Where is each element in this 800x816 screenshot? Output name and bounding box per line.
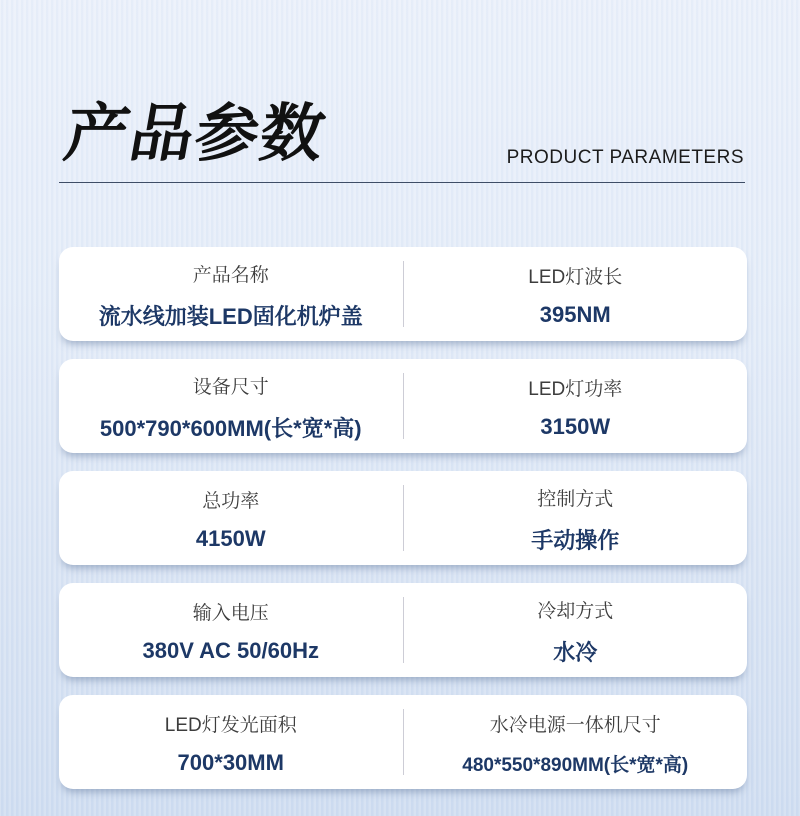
spec-label: LED灯发光面积 [164, 715, 297, 736]
spec-label: LED灯功率 [528, 379, 623, 400]
spec-row-input-voltage [59, 583, 747, 677]
spec-cell [59, 583, 403, 677]
spec-value: 480*550*890MM(长*宽*高) [462, 754, 689, 776]
spec-table [59, 247, 747, 789]
spec-cell [404, 359, 748, 453]
spec-value: 流水线加装LED固化机炉盖 [98, 303, 363, 329]
page-title: 产品参数 [59, 99, 332, 169]
spec-value: 700*30MM [177, 750, 284, 775]
spec-cell [404, 471, 748, 565]
spec-value: 手动操作 [531, 527, 620, 553]
title-divider [59, 182, 745, 183]
spec-label: 设备尺寸 [192, 376, 269, 398]
spec-value: 水冷 [553, 639, 598, 665]
spec-cell [59, 359, 403, 453]
spec-label: 水冷电源一体机尺寸 [489, 714, 661, 736]
spec-cell [404, 583, 748, 677]
header [59, 0, 745, 183]
spec-value: 380V AC 50/60Hz [142, 638, 319, 663]
spec-label: 总功率 [202, 491, 260, 512]
spec-label: 控制方式 [537, 488, 614, 510]
spec-label: 输入电压 [192, 603, 269, 624]
spec-label: 冷却方式 [537, 600, 614, 622]
spec-cell [404, 695, 748, 789]
page-subtitle: PRODUCT PARAMETERS [506, 147, 744, 168]
spec-cell [404, 247, 748, 341]
spec-value: 395NM [539, 302, 611, 327]
spec-value: 500*790*600MM(长*宽*高) [99, 415, 362, 441]
spec-row-light-area [59, 695, 747, 789]
spec-row-device-size [59, 359, 747, 453]
spec-cell [59, 247, 403, 341]
spec-label: 产品名称 [192, 264, 269, 286]
spec-label: LED灯波长 [528, 267, 623, 288]
spec-row-total-power [59, 471, 747, 565]
spec-value: 4150W [195, 526, 266, 551]
spec-cell [59, 471, 403, 565]
spec-value: 3150W [540, 414, 611, 439]
spec-cell [59, 695, 403, 789]
spec-row-product-name [59, 247, 747, 341]
